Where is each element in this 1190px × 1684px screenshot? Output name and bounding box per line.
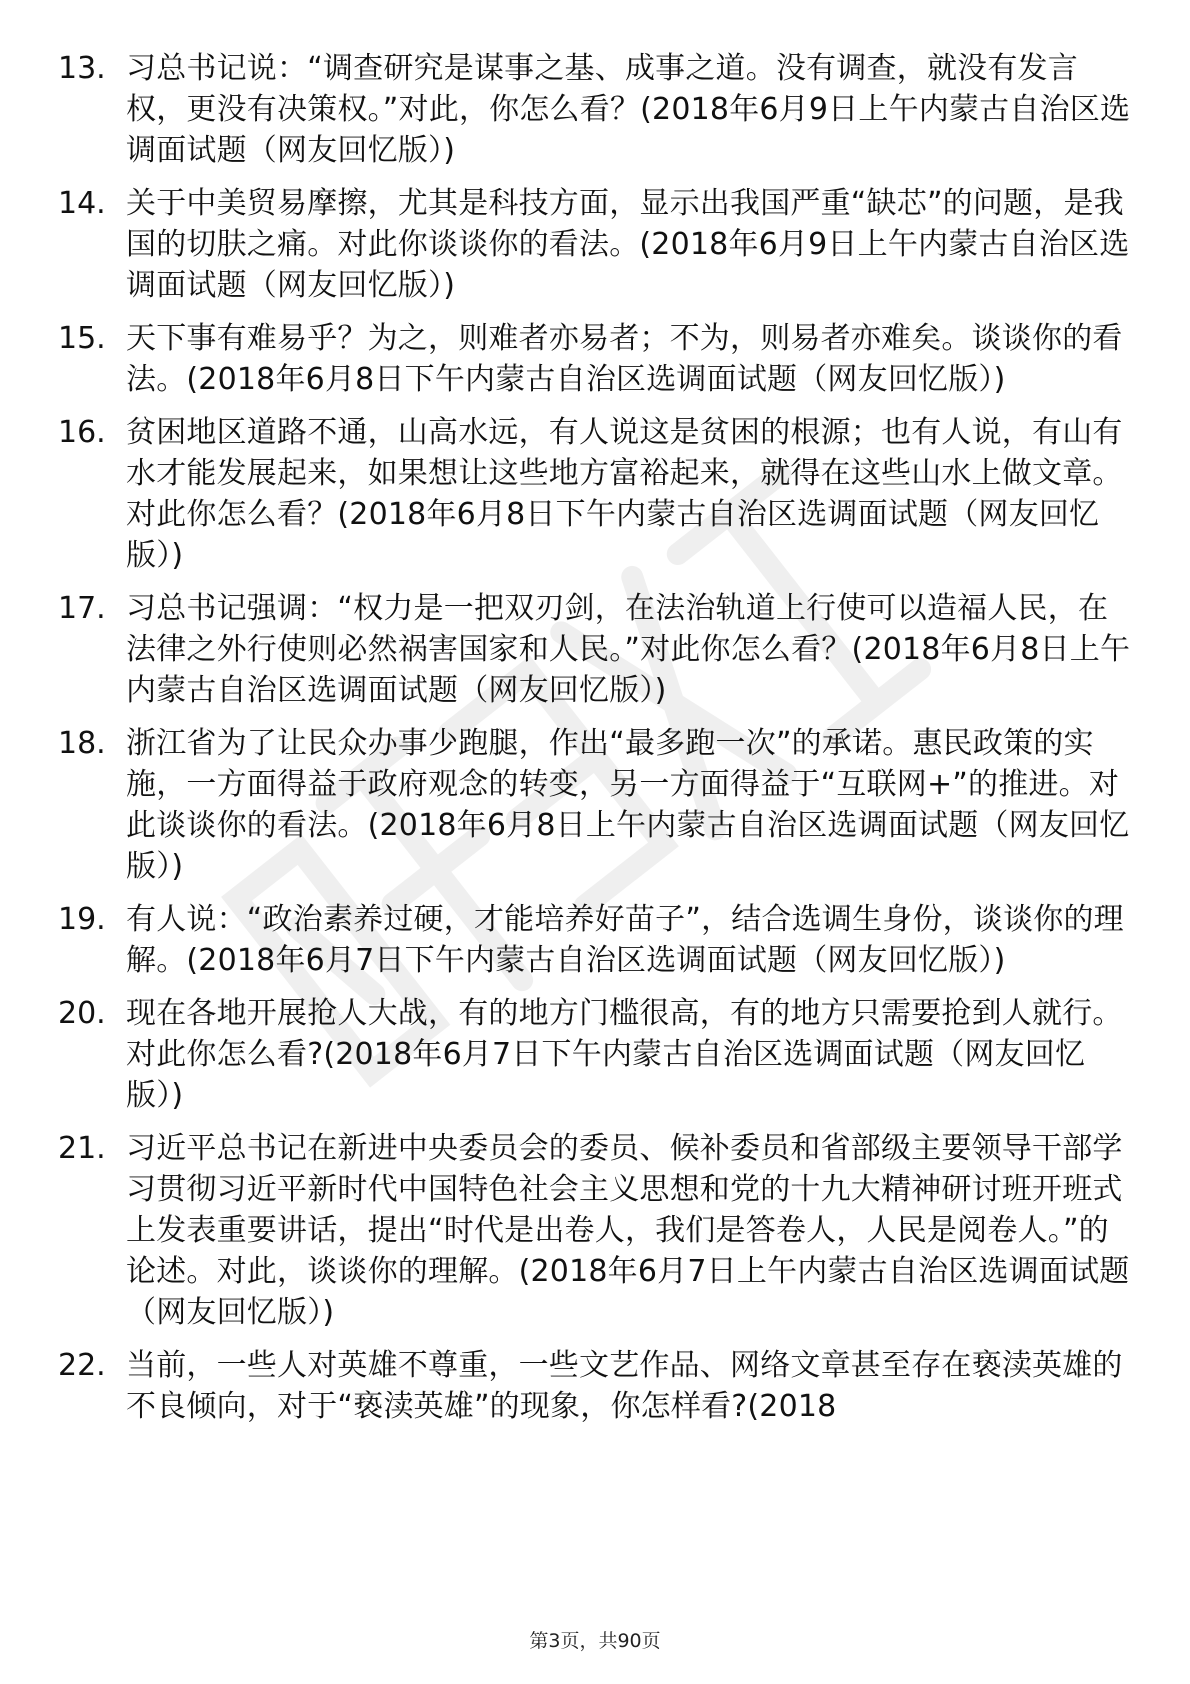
question-text: 现在各地开展抢人大战，有的地方门槛很高，有的地方只需要抢到人就行。对此你怎么看?(2018年6月7日下午内蒙古自治区选调面试题（网友回忆版）) — [126, 996, 1123, 1113]
question-number: 14. — [58, 186, 106, 221]
list-item — [58, 48, 1138, 171]
question-text: 天下事有难易乎？为之，则难者亦易者；不为，则易者亦难矣。谈谈你的看法。(2018年6月8日下午内蒙古自治区选调面试题（网友回忆版）) — [126, 321, 1123, 397]
list-item — [58, 588, 1138, 711]
list-item — [58, 993, 1138, 1116]
list-item — [58, 723, 1138, 887]
page-number: 第3页，共90页 — [529, 1630, 661, 1652]
question-text: 习近平总书记在新进中央委员会的委员、候补委员和省部级主要领导干部学习贯彻习近平新时代中国特色社会主义思想和党的十九大精神研讨班开班式上发表重要讲话，提出“时代是出卷人，我们是答卷人，人民是阅卷人。”的论述。对此，谈谈你的理解。(2018年6月7日上午内蒙古自治区选调面试题（网友回忆版）) — [126, 1131, 1130, 1330]
question-list — [58, 48, 1138, 1439]
list-item — [58, 1345, 1138, 1427]
question-text: 贫困地区道路不通，山高水远，有人说这是贫困的根源；也有人说，有山有水才能发展起来，如果想让这些地方富裕起来，就得在这些山水上做文章。对此你怎么看？(2018年6月8日下午内蒙古自治区选调面试题（网友回忆版）) — [126, 415, 1123, 573]
list-item — [58, 899, 1138, 981]
question-number: 15. — [58, 321, 106, 356]
question-number: 20. — [58, 996, 106, 1031]
question-text: 关于中美贸易摩擦，尤其是科技方面，显示出我国严重“缺芯”的问题，是我国的切肤之痛。对此你谈谈你的看法。(2018年6月9日上午内蒙古自治区选调面试题（网友回忆版）) — [126, 186, 1130, 303]
question-number: 17. — [58, 591, 106, 626]
question-text: 浙江省为了让民众办事少跑腿，作出“最多跑一次”的承诺。惠民政策的实施，一方面得益于政府观念的转变，另一方面得益于“互联网+”的推进。对此谈谈你的看法。(2018年6月8日上午内蒙古自治区选调面试题（网友回忆版）) — [126, 726, 1130, 884]
question-text: 习总书记说：“调查研究是谋事之基、成事之道。没有调查，就没有发言权，更没有决策权。”对此，你怎么看？(2018年6月9日上午内蒙古自治区选调面试题（网友回忆版）) — [126, 51, 1131, 168]
question-text: 当前，一些人对英雄不尊重，一些文艺作品、网络文章甚至存在亵渎英雄的不良倾向，对于“亵渎英雄”的现象，你怎样看?(2018 — [126, 1348, 1123, 1424]
list-item — [58, 412, 1138, 576]
question-number: 22. — [58, 1348, 106, 1383]
question-text: 有人说：“政治素养过硬，才能培养好苗子”，结合选调生身份，谈谈你的理解。(2018年6月7日下午内蒙古自治区选调面试题（网友回忆版）) — [126, 902, 1124, 978]
question-text: 习总书记强调：“权力是一把双刃剑，在法治轨道上行使可以造福人民，在法律之外行使则必然祸害国家和人民。”对此你怎么看？(2018年6月8日上午内蒙古自治区选调面试题（网友回忆版）) — [126, 591, 1131, 708]
list-item — [58, 183, 1138, 306]
list-item — [58, 318, 1138, 400]
question-number: 19. — [58, 902, 106, 937]
question-number: 21. — [58, 1131, 106, 1166]
question-number: 13. — [58, 51, 106, 86]
question-number: 18. — [58, 726, 106, 761]
question-number: 16. — [58, 415, 106, 450]
list-item — [58, 1128, 1138, 1333]
